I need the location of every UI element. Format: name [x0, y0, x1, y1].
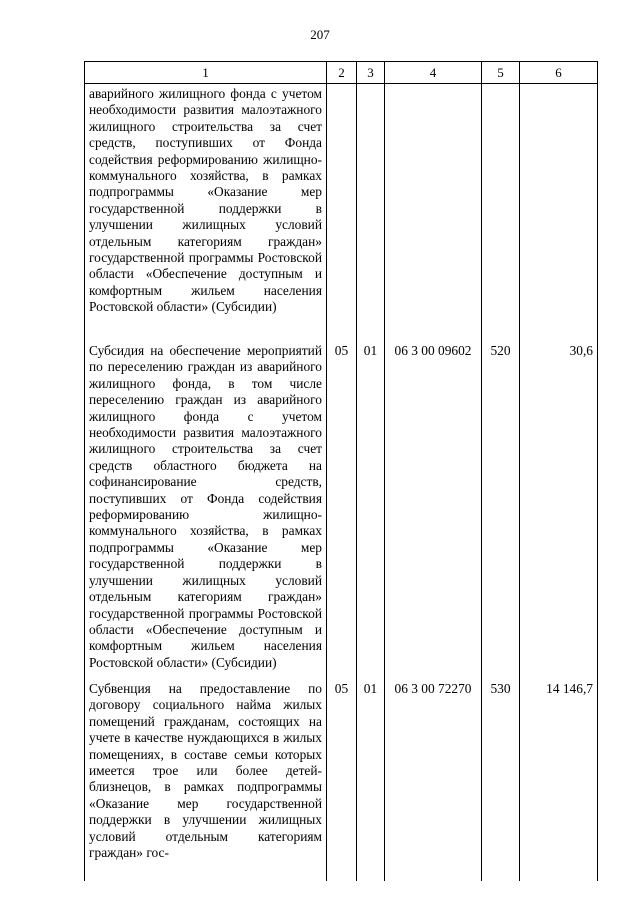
header-col-3: 3 [357, 62, 385, 84]
row-description: аварийного жилищного фонда с учетом необходимости развития малоэтажного жилищного строительства за счет средств, поступивших от Фонда содействия реформированию жилищно-коммунального хозяйства, в рамках подпрограммы «Оказание мер государственной поддержки в улучшении жилищных условий отдельным категориям граждан» государственной программы Ростовской области «Обеспечение доступным и комфортным жильем населения Ростовской области» (Субсидии) [85, 84, 327, 342]
row-expense-type: 520 [482, 341, 520, 679]
row-amount: 14 146,7 [520, 679, 598, 881]
header-row [85, 62, 598, 84]
row-amount: 30,6 [520, 341, 598, 679]
row-section [327, 84, 357, 342]
row-subsection: 01 [357, 679, 385, 881]
row-subsection: 01 [357, 341, 385, 679]
row-description: Субвенция на предоставление по договору социального найма жилых помещений гражданам, состоящих на учете в качестве нуждающихся в жилых помещениях, в составе семьи которых имеется трое или более детей-близнецов, в рамках подпрограммы «Оказание мер государственной поддержки в улучшении жилищных условий отдельным категориям граждан» гос- [85, 679, 327, 881]
budget-table [84, 61, 598, 881]
header-col-4: 4 [385, 62, 482, 84]
row-section: 05 [327, 341, 357, 679]
header-col-6: 6 [520, 62, 598, 84]
table-row [85, 679, 598, 881]
row-section: 05 [327, 679, 357, 881]
row-target-code: 06 3 00 09602 [385, 341, 482, 679]
row-expense-type: 530 [482, 679, 520, 881]
row-expense-type [482, 84, 520, 342]
header-col-1: 1 [85, 62, 327, 84]
page-number: 207 [310, 27, 330, 42]
table-row [85, 84, 598, 342]
row-subsection [357, 84, 385, 342]
header-col-2: 2 [327, 62, 357, 84]
table-row [85, 341, 598, 679]
row-amount [520, 84, 598, 342]
row-target-code: 06 3 00 72270 [385, 679, 482, 881]
row-description: Субсидия на обеспечение мероприятий по переселению граждан из аварийного жилищного фонда, в том числе переселению граждан из аварийного жилищного фонда с учетом необходимости развития малоэтажного жилищного строительства за счет средств областного бюджета на софинансирование средств, поступивших от Фонда содействия реформированию жилищно-коммунального хозяйства, в рамках подпрограммы «Оказание мер государственной поддержки в улучшении жилищных условий отдельным категориям граждан» государственной программы Ростовской области «Обеспечение доступным и комфортным жильем населения Ростовской области» (Субсидии) [85, 341, 327, 679]
header-col-5: 5 [482, 62, 520, 84]
row-target-code [385, 84, 482, 342]
